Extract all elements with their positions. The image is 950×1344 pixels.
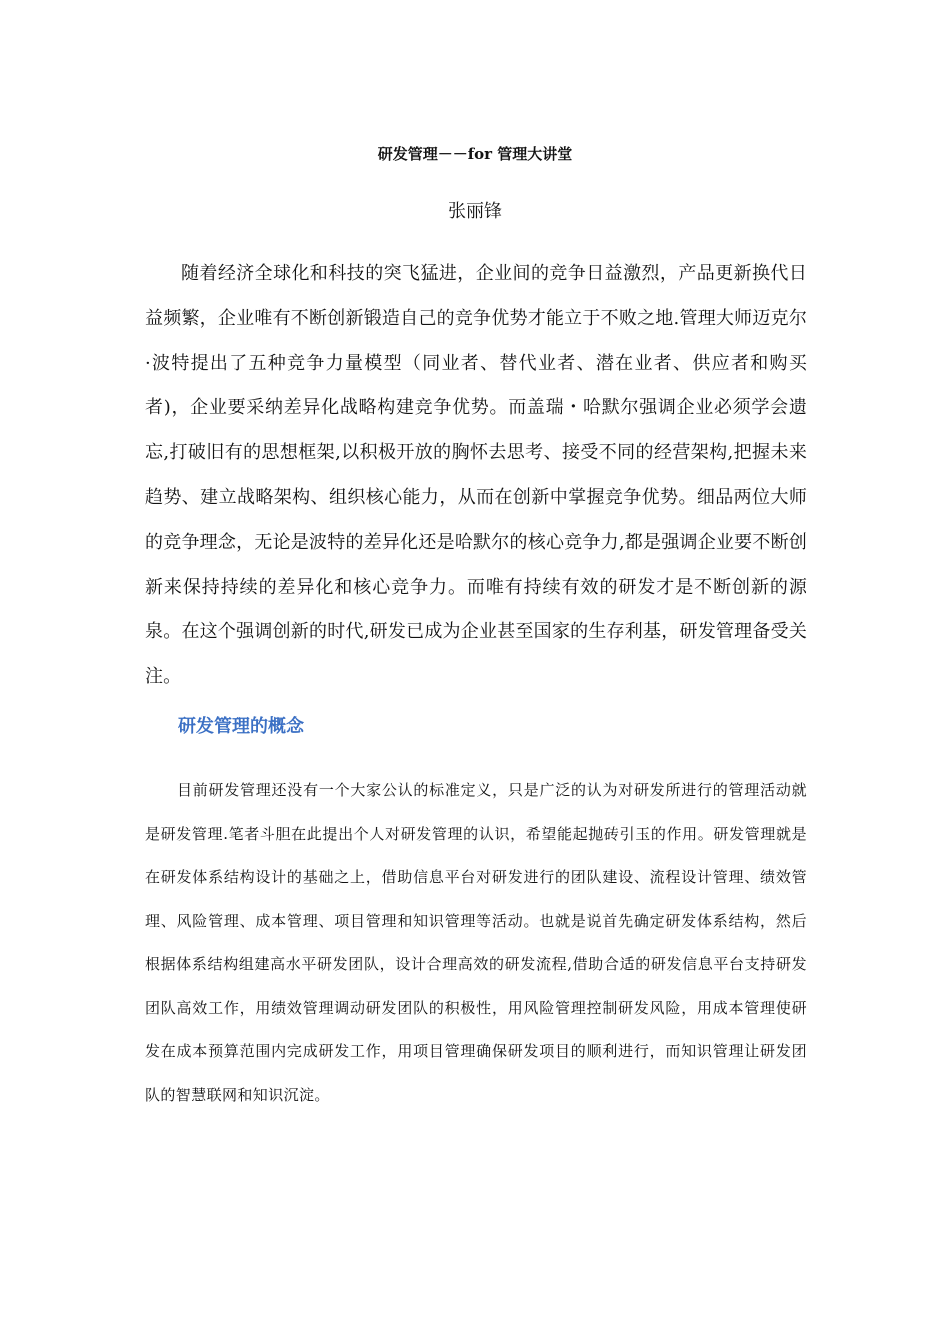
intro-paragraph: 随着经济全球化和科技的突飞猛进，企业间的竞争日益激烈，产品更新换代日益频繁，企业唯有不断创新锻造自己的竞争优势才能立于不败之地.管理大师迈克尔·波特提出了五种竞争力量模型（同业者、替代业者、潜在业者、供应者和购买者)，企业要采纳差异化战略构建竞争优势。而盖瑞・哈默尔强调企业必须学会遗忘,打破旧有的思想框架,以积极开放的胸怀去思考、接受不同的经营架构,把握未来趋势、建立战略架构、组织核心能力，从而在创新中掌握竞争优势。细品两位大师的竞争理念，无论是波特的差异化还是哈默尔的核心竞争力,都是强调企业要不断创新来保持持续的差异化和核心竞争力。而唯有持续有效的研发才是不断创新的源泉。在这个强调创新的时代,研发已成为企业甚至国家的生存利基，研发管理备受关注。 — [145, 263, 807, 688]
section-heading: 研发管理的概念 — [178, 716, 304, 737]
author-name: 张丽锋 — [448, 201, 502, 222]
section-paragraph: 目前研发管理还没有一个大家公认的标准定义，只是广泛的认为对研发所进行的管理活动就是研发管理.笔者斗胆在此提出个人对研发管理的认识，希望能起抛砖引玉的作用。研发管理就是在研发体系结构设计的基础之上，借助信息平台对研发进行的团队建设、流程设计管理、绩效管理、风险管理、成本管理、项目管理和知识管理等活动。也就是说首先确定研发体系结构，然后根据体系结构组建高水平研发团队，设计合理高效的研发流程,借助合适的研发信息平台支持研发团队高效工作，用绩效管理调动研发团队的积极性，用风险管理控制研发风险，用成本管理使研发在成本预算范围内完成研发工作，用项目管理确保研发项目的顺利进行，而知识管理让研发团队的智慧联网和知识沉淀。 — [145, 781, 807, 1104]
document-title: 研发管理－－for 管理大讲堂 — [377, 145, 573, 163]
